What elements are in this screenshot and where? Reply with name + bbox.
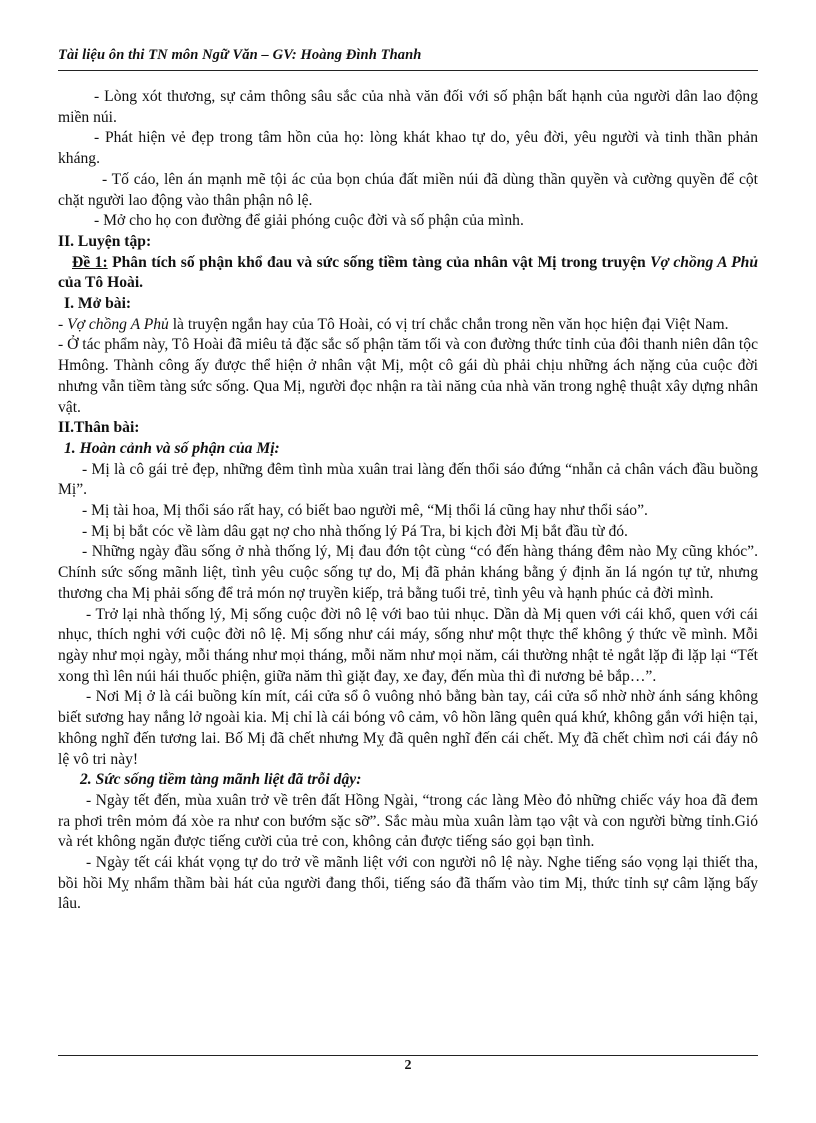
paragraph: - Ở tác phẩm này, Tô Hoài đã miêu tả đặc sắc số phận tăm tối và con đường thức tỉnh của đôi thanh niên dân tộc Hmông. Thành công ấy được thể hiện ở nhân vật Mị, một cô gái dù phải chịu những ách nặng của cuộc đời nhưng vẫn tiềm tàng sức sống. Qua Mị, người đọc nhận ra tài năng của nhà văn trong nghệ thuật xây dựng nhân vật. — [58, 336, 758, 416]
page-number: 2 — [404, 1058, 412, 1073]
paragraph: - Mị là cô gái trẻ đẹp, những đêm tình mùa xuân trai làng đến thổi sáo đứng “nhẵn cả chân vách đầu buồng Mị”. — [58, 460, 758, 499]
section-heading: I. Mở bài: — [64, 295, 132, 313]
paragraph: - Tố cáo, lên án mạnh mẽ tội ác của bọn chúa đất miền núi đã dùng thần quyền và cường quyền để cột chặt người lao động vào thân phận nô lệ. — [58, 170, 758, 209]
exercise-tail: của Tô Hoài. — [58, 274, 144, 292]
paragraph: - Mở cho họ con đường để giải phóng cuộc đời và số phận của mình. — [94, 212, 524, 230]
paragraph: - Phát hiện vẻ đẹp trong tâm hồn của họ: lòng khát khao tự do, yêu đời, yêu người và tinh thần phản kháng. — [58, 129, 758, 168]
paragraph: - Mị tài hoa, Mị thổi sáo rất hay, có biết bao người mê, “Mị thổi lá cũng hay như thổi sáo”. — [82, 502, 648, 520]
paragraph: - Trở lại nhà thống lý, Mị sống cuộc đời nô lệ với bao tủi nhục. Dần dà Mị quen với cái khổ, quen với cái nhục, thích nghi với cuộc đời nô lệ. Mị sống như cái máy, sống như một thực thể không ý thức về mình. Mỗi ngày như mọi ngày, mỗi tháng như mọi tháng, mỗi năm như mọi năm, cái thường nhật tẻ ngắt lặp đi lặp lại “Tết xong thì lên núi hái thuốc phiện, giữa năm thì giặt đay, xe đay, đến mùa thì đi nương bẻ bắp…”. — [58, 605, 758, 685]
header-rule — [58, 70, 758, 71]
exercise-label: Đề 1: — [72, 253, 108, 271]
exercise-prompt — [58, 253, 758, 294]
section-heading: II. Luyện tập: — [58, 232, 152, 250]
document-body — [58, 87, 758, 915]
paragraph: - Mị bị bắt cóc về làm dâu gạt nợ cho nhà thống lý Pá Tra, bi kịch đời Mị bắt đầu từ đó. — [82, 522, 628, 540]
paragraph — [58, 315, 758, 336]
footer-rule — [58, 1055, 758, 1056]
paragraph: - Nơi Mị ở là cái buồng kín mít, cái cửa sổ ô vuông nhỏ bằng bàn tay, cái cửa sổ nhờ nhờ ánh sáng không biết sương hay nắng lở ngoài kia. Mị chỉ là cái bóng vô cảm, vô hồn lãng quên quá khứ, không gắn với hiện tại, không nghĩ đến tương lai. Bố Mị đã chết nhưng Mỵ đã quên nghĩ đến cái chết. Mỵ đã chết chìm nơi cái đáy nô lệ vô tri này! — [58, 688, 758, 768]
subsection-heading: 2. Sức sống tiềm tàng mãnh liệt đã trỗi dậy: — [80, 771, 362, 789]
paragraph: - Lòng xót thương, sự cảm thông sâu sắc của nhà văn đối với số phận bất hạnh của người dân lao động miền núi. — [58, 88, 758, 126]
page-header: Tài liệu ôn thi TN môn Ngữ Văn – GV: Hoàng Đình Thanh — [58, 47, 422, 63]
work-title: - Vợ chồng A Phủ — [58, 315, 169, 333]
paragraph: - Những ngày đầu sống ở nhà thống lý, Mị đau đớn tột cùng “có đến hàng tháng đêm nào Mỵ cũng khóc”. Chính sức sống mãnh liệt, tình yêu cuộc sống tự do, Mị đã phản kháng bằng ý định ăn lá ngón tự tử, nhưng thương cha Mị phải sống để trả món nợ truyền kiếp, trả bằng tuổi trẻ, tình yêu và hạnh phúc cả đời mình. — [58, 543, 758, 602]
paragraph-text: là truyện ngắn hay của Tô Hoài, có vị trí chắc chắn trong nền văn học hiện đại Việt Nam. — [168, 315, 729, 333]
subsection-heading: 1. Hoàn cảnh và số phận của Mị: — [64, 439, 280, 457]
section-heading: II.Thân bài: — [58, 419, 140, 437]
paragraph: - Ngày tết đến, mùa xuân trở về trên đất Hồng Ngài, “trong các làng Mèo đỏ những chiếc váy hoa đã đem ra phơi trên mỏm đá xòe ra như con bướm sặc sỡ”. Sắc màu mùa xuân làm tạo vật và con người bừng tỉnh.Gió và rét không ngăn được tiếng cười của trẻ con, không cản được tiếng sáo gọi bạn tình. — [58, 791, 758, 851]
work-title: Vợ chồng A Phủ — [650, 253, 758, 271]
paragraph: - Ngày tết cái khát vọng tự do trở về mãnh liệt với con người nô lệ này. Nghe tiếng sáo vọng lại thiết tha, bồi hồi Mỵ nhẩm thầm bài hát của người đang thổi, tiếng sáo đã thấm vào tim Mị, thức tỉnh sự câm lặng bấy lâu. — [58, 854, 758, 913]
exercise-text: Phân tích số phận khổ đau và sức sống tiềm tàng của nhân vật Mị trong truyện — [107, 253, 651, 271]
